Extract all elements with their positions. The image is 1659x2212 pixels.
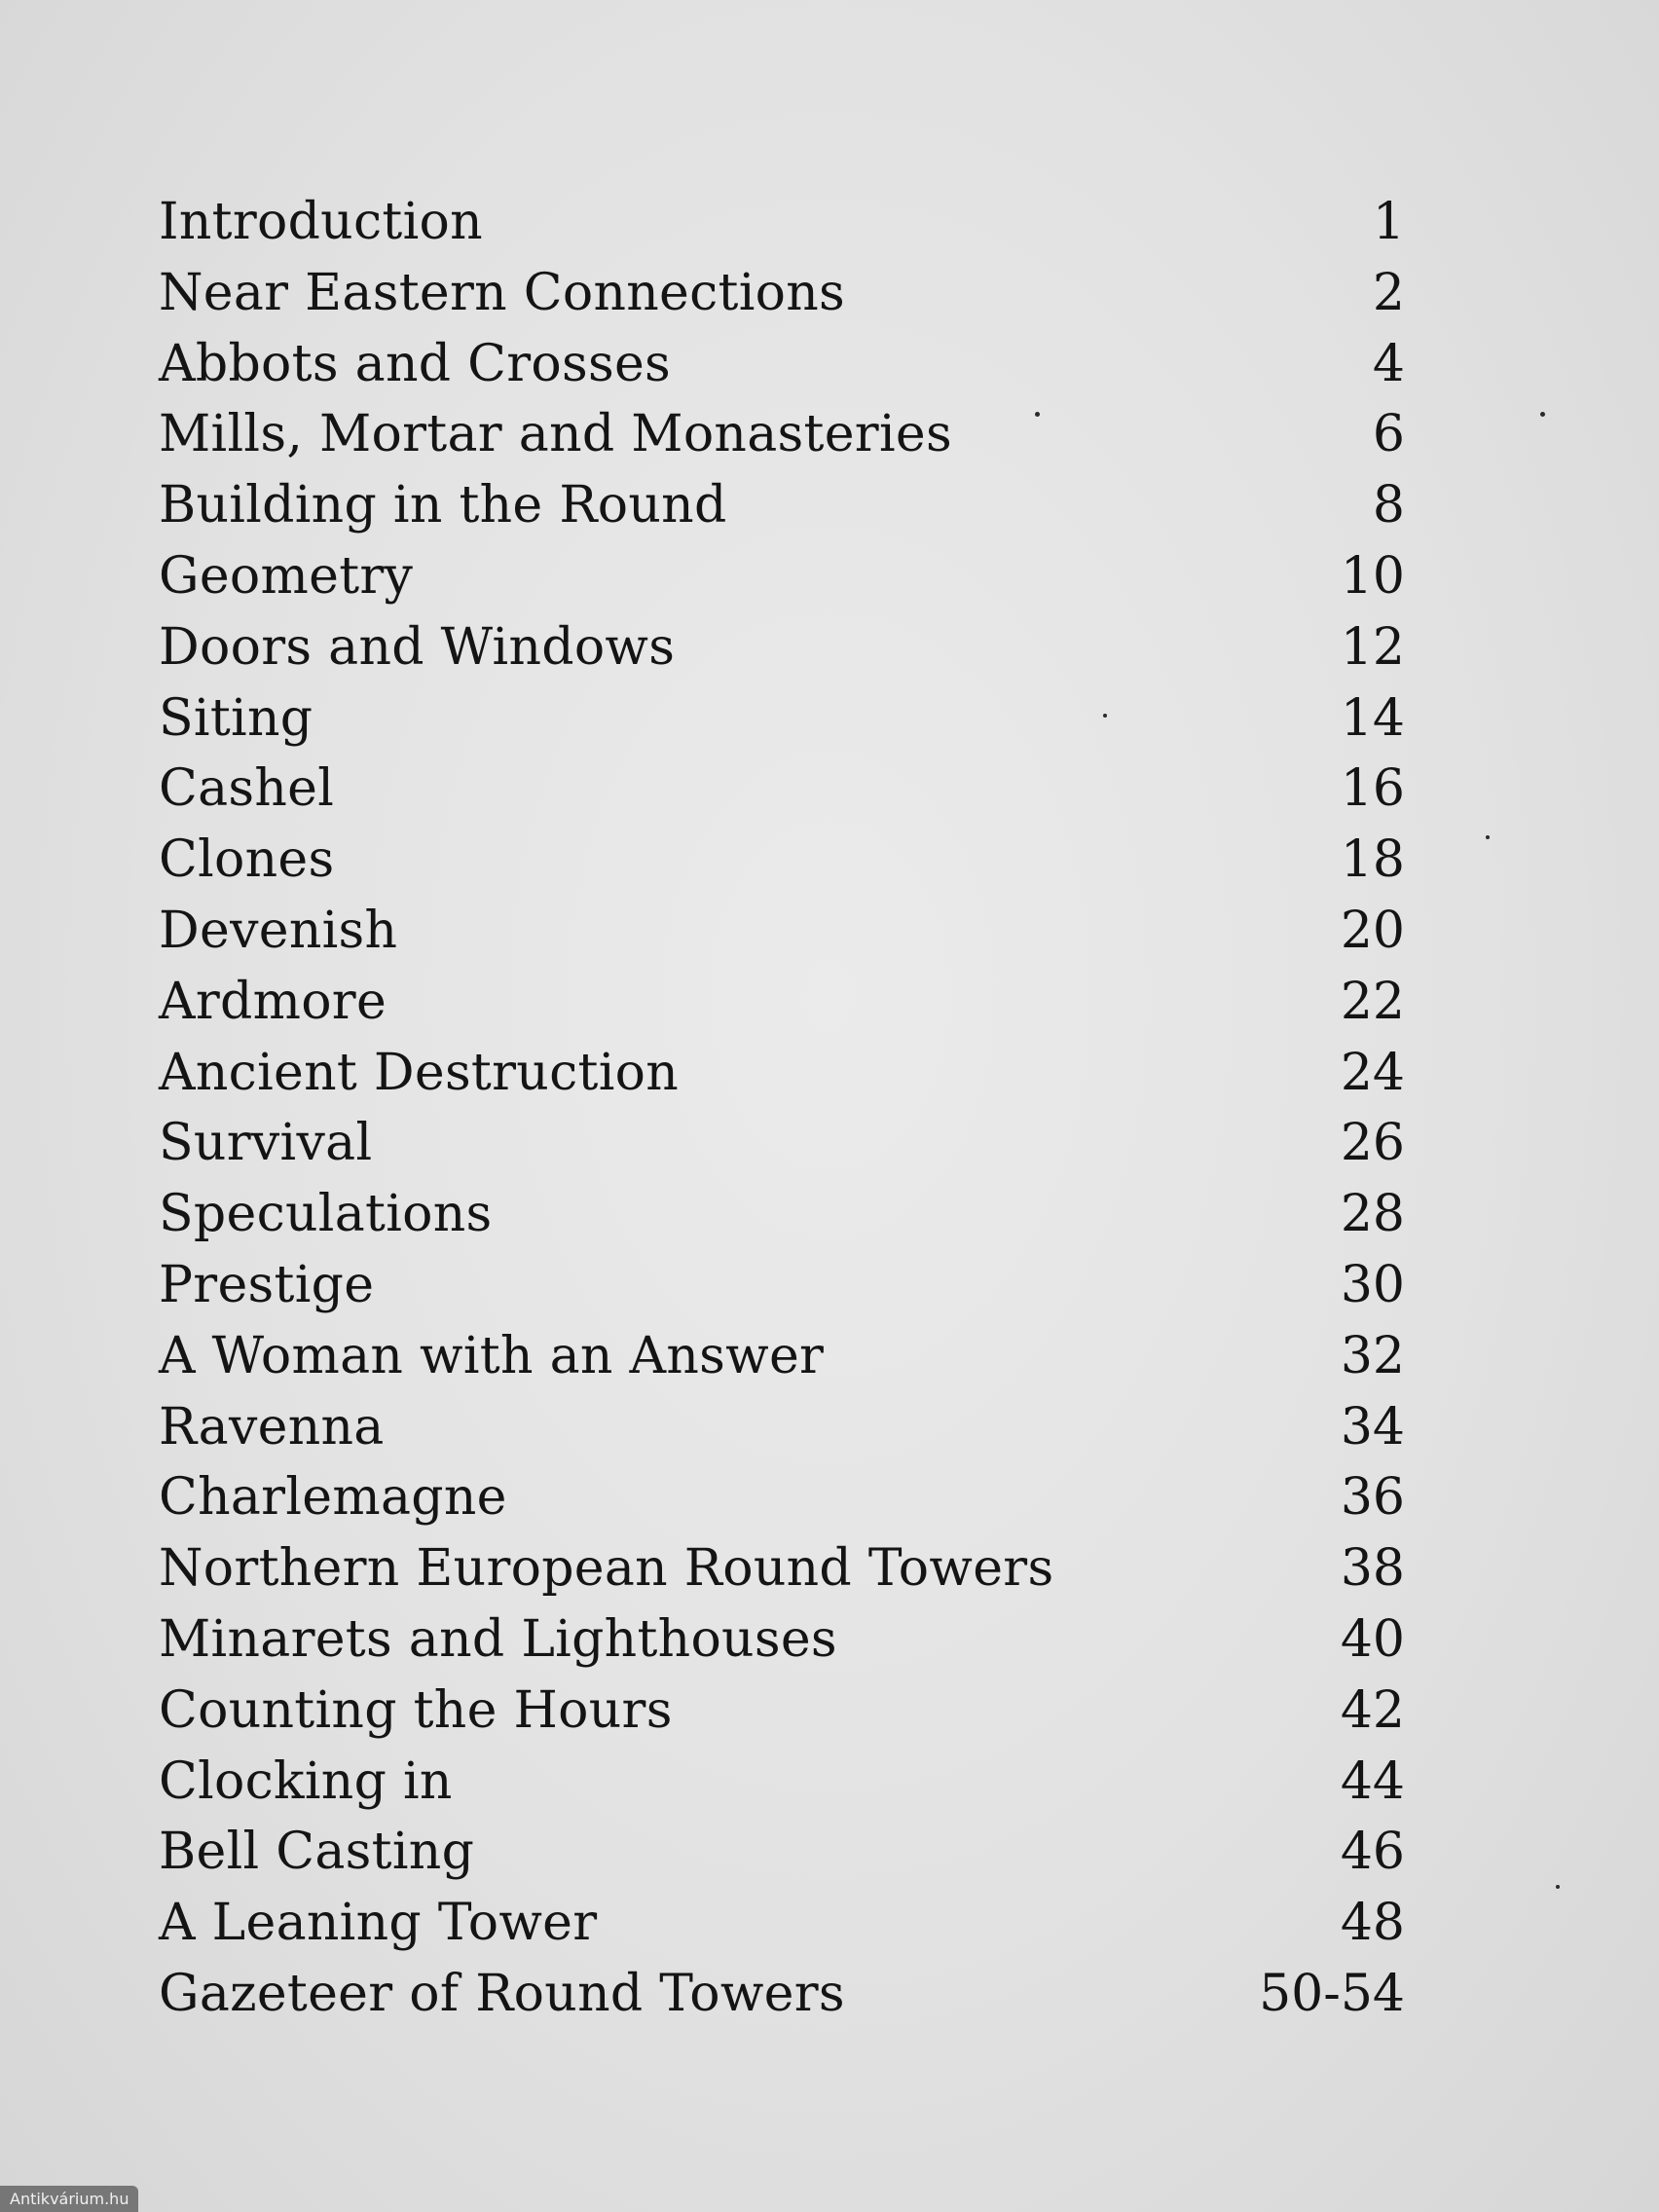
toc-entry-page: 24 <box>1340 1043 1405 1102</box>
toc-entry-title: Ancient Destruction <box>159 1043 680 1102</box>
toc-entry <box>159 754 1405 825</box>
toc-entry-page: 10 <box>1340 546 1405 606</box>
toc-entry-title: A Woman with an Answer <box>159 1326 825 1385</box>
toc-entry <box>159 1604 1405 1676</box>
toc-entry-page: 30 <box>1340 1255 1405 1314</box>
paper-speck <box>1540 412 1545 417</box>
toc-entry <box>159 1888 1405 1959</box>
toc-entry-page: 4 <box>1372 334 1405 393</box>
paper-speck <box>1556 1885 1560 1889</box>
toc-entry-page: 50-54 <box>1259 1964 1405 2023</box>
toc-entry <box>159 329 1405 400</box>
toc-entry-page: 38 <box>1340 1539 1405 1599</box>
toc-entry <box>159 1179 1405 1250</box>
toc-entry-page: 16 <box>1340 759 1405 819</box>
toc-entry-page: 34 <box>1340 1397 1405 1456</box>
toc-entry <box>159 1533 1405 1604</box>
toc-entry-title: A Leaning Tower <box>159 1894 598 1953</box>
toc-entry-page: 6 <box>1372 405 1405 464</box>
toc-entry <box>159 967 1405 1038</box>
toc-entry-title: Introduction <box>159 193 483 251</box>
toc-entry-title: Clocking in <box>159 1751 453 1811</box>
toc-entry-page: 48 <box>1340 1894 1405 1953</box>
toc-entry-page: 42 <box>1340 1680 1405 1740</box>
toc-entry <box>159 1108 1405 1179</box>
toc-entry-page: 14 <box>1340 688 1405 748</box>
toc-entry <box>159 258 1405 329</box>
toc-entry <box>159 399 1405 470</box>
toc-entry-title: Northern European Round Towers <box>159 1539 1054 1599</box>
toc-entry-title: Doors and Windows <box>159 617 676 677</box>
toc-entry-title: Geometry <box>159 546 414 606</box>
toc-entry-title: Survival <box>159 1114 373 1173</box>
toc-entry-page: 12 <box>1340 617 1405 677</box>
toc-entry-title: Prestige <box>159 1255 375 1314</box>
toc-entry <box>159 1038 1405 1109</box>
watermark: Antikvárium.hu <box>0 2186 138 2212</box>
toc-entry-page: 1 <box>1372 193 1405 251</box>
toc-entry-title: Abbots and Crosses <box>159 334 672 393</box>
table-of-contents <box>159 187 1405 2030</box>
toc-entry <box>159 187 1405 258</box>
toc-entry-page: 18 <box>1340 830 1405 890</box>
toc-entry-page: 26 <box>1340 1114 1405 1173</box>
toc-entry-page: 28 <box>1340 1185 1405 1244</box>
paper-speck <box>1035 412 1040 417</box>
toc-entry-title: Devenish <box>159 901 398 960</box>
toc-entry <box>159 1250 1405 1321</box>
toc-entry <box>159 1462 1405 1533</box>
toc-entry-title: Minarets and Lighthouses <box>159 1609 837 1669</box>
toc-entry <box>159 1676 1405 1747</box>
toc-entry-title: Counting the Hours <box>159 1680 673 1740</box>
toc-entry <box>159 1959 1405 2030</box>
toc-entry-page: 8 <box>1372 476 1405 535</box>
toc-entry-page: 36 <box>1340 1468 1405 1528</box>
toc-entry-title: Speculations <box>159 1185 493 1244</box>
toc-entry <box>159 825 1405 896</box>
toc-entry-title: Siting <box>159 688 313 748</box>
toc-entry-page: 2 <box>1372 263 1405 322</box>
paper-speck <box>1486 835 1490 839</box>
toc-entry <box>159 1321 1405 1392</box>
toc-entry-title: Mills, Mortar and Monasteries <box>159 405 952 464</box>
toc-entry-title: Cashel <box>159 759 335 819</box>
toc-entry <box>159 683 1405 755</box>
toc-entry <box>159 470 1405 541</box>
toc-entry-page: 20 <box>1340 901 1405 960</box>
toc-entry-title: Gazeteer of Round Towers <box>159 1964 845 2023</box>
toc-entry <box>159 1747 1405 1818</box>
toc-entry-page: 40 <box>1340 1609 1405 1669</box>
toc-entry-page: 22 <box>1340 972 1405 1031</box>
toc-entry-page: 44 <box>1340 1751 1405 1811</box>
toc-entry <box>159 1392 1405 1463</box>
toc-entry-title: Building in the Round <box>159 476 727 535</box>
toc-entry-title: Clones <box>159 830 335 890</box>
toc-entry-title: Ravenna <box>159 1397 385 1456</box>
toc-entry-title: Charlemagne <box>159 1468 507 1528</box>
toc-entry-page: 46 <box>1340 1823 1405 1882</box>
toc-entry-title: Ardmore <box>159 972 387 1031</box>
toc-entry-title: Bell Casting <box>159 1823 475 1882</box>
toc-entry-page: 32 <box>1340 1326 1405 1385</box>
toc-entry-title: Near Eastern Connections <box>159 263 846 322</box>
toc-entry <box>159 541 1405 612</box>
toc-entry <box>159 896 1405 967</box>
toc-entry <box>159 612 1405 683</box>
toc-entry <box>159 1817 1405 1888</box>
paper-speck <box>1103 714 1107 718</box>
